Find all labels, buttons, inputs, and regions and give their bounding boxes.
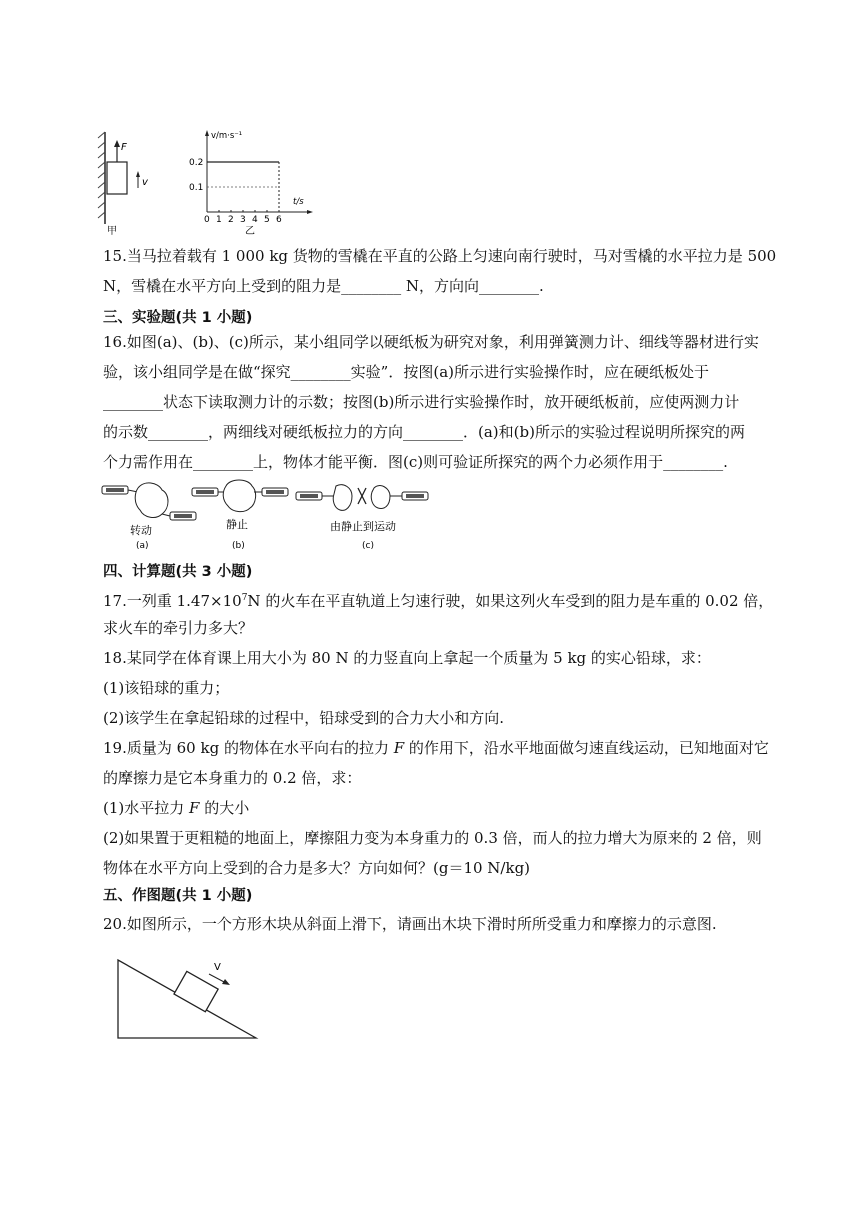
q20-line-1: 20.如图所示，一个方形木块从斜面上滑下，请画出木块下滑时所所受重力和摩擦力的示意图.	[103, 915, 717, 933]
q18-line-3: (2)该学生在拿起铅球的过程中，铅球受到的合力大小和方向.	[103, 709, 505, 727]
figure-jia	[98, 132, 149, 237]
q19-line-4: (2)如果置于更粗糙的地面上，摩擦阻力变为本身重力的 0.3 倍，而人的拉力增大为原来的 2 倍，则	[103, 829, 762, 847]
velocity-label: V	[214, 962, 221, 973]
q17-line-1: 17.一列重 $1.47\times 10^7N$ 的火车在平直轨道上匀速行驶，如果这列火车受到的阻力是车重的 0.02 倍，	[103, 592, 774, 610]
x-tick-label: 4	[252, 215, 258, 225]
q18-line-1: 18.某同学在体育课上用大小为 80 N 的力竖直向上拿起一个质量为 5 kg 的实心铅球，求：	[103, 649, 711, 667]
y-tick-label: 0.2	[189, 158, 204, 168]
q19-line-2: 的摩擦力是它本身重力的 0.2 倍，求：	[103, 769, 362, 787]
block	[107, 162, 127, 194]
q15-line-1: 15.当马拉着载有 1 000 kg 货物的雪橇在平直的公路上匀速向南行驶时，马对雪橇的水平拉力是 500	[103, 247, 777, 265]
x-axis-label: t/s	[293, 197, 304, 207]
caption-yi: 乙	[245, 226, 255, 237]
section-3-heading: 三、实验题(共 1 小题)	[103, 310, 253, 326]
label-b: 静止	[226, 518, 248, 531]
tick-labels	[189, 158, 282, 225]
figure-q16	[100, 478, 440, 556]
caption-jia: 甲	[107, 226, 117, 237]
section-5-heading: 五、作图题(共 1 小题)	[103, 888, 253, 904]
q16-line-4: 的示数________，两细线对硬纸板拉力的方向________．(a)和(b)所示的实验过程说明所探究的两	[103, 423, 745, 441]
caption-c: (c)	[362, 541, 374, 551]
x-tick-label: 0	[204, 215, 210, 225]
caption-a: (a)	[136, 541, 149, 551]
figure-q20	[112, 952, 262, 1042]
q19-line-1: 19.质量为 60 kg 的物体在水平向右的拉力 F 的作用下，沿水平地面做匀速直线运动，已知地面对它	[103, 739, 769, 757]
q19-line-3: (1)水平拉力 F 的大小	[103, 799, 250, 817]
q17-line-2: 求火车的牵引力多大？	[103, 619, 254, 637]
label-c: 由静止到运动	[330, 520, 396, 533]
y-tick-label: 0.1	[189, 183, 204, 193]
x-tick-label: 3	[240, 215, 246, 225]
label-a: 转动	[130, 524, 152, 537]
q16-line-1: 16.如图(a)、(b)、(c)所示，某小组同学以硬纸板为研究对象，利用弹簧测力计、细线等器材进行实	[103, 333, 759, 351]
scissors-icon	[358, 488, 366, 504]
x-tick-label: 6	[276, 215, 282, 225]
force-arrow	[114, 140, 120, 147]
q16-line-3: ________状态下读取测力计的示数；按图(b)所示进行实验操作时，放开硬纸板前，应使两测力计	[103, 393, 740, 411]
x-tick-label: 2	[228, 215, 234, 225]
experiment-a	[102, 483, 196, 551]
x-tick-label: 5	[264, 215, 270, 225]
q16-line-5: 个力需作用在________上，物体才能平衡．图(c)则可验证所探究的两个力必须作用于________.	[103, 453, 728, 471]
caption-b: (b)	[232, 541, 245, 551]
velocity-arrow	[136, 171, 140, 177]
q15-line-2: N，雪橇在水平方向上受到的阻力是________ N，方向向________.	[103, 277, 544, 295]
x-tick-label: 1	[216, 215, 222, 225]
chart-yi	[189, 130, 313, 237]
q16-line-2: 验，该小组同学是在做“探究________实验”．按图(a)所示进行实验操作时，应在硬纸板处于	[103, 363, 709, 381]
section-4-heading: 四、计算题(共 3 小题)	[103, 564, 253, 580]
figure-q14	[95, 128, 325, 238]
experiment-c	[296, 485, 428, 551]
experiment-b	[192, 480, 288, 551]
q18-line-2: (1)该铅球的重力；	[103, 679, 230, 697]
velocity-label: v	[142, 177, 148, 188]
force-label: F	[121, 142, 127, 153]
q19-line-5: 物体在水平方向上受到的合力是多大？方向如何？(g＝10 N/kg)	[103, 859, 531, 877]
y-axis-label: v/m·s⁻¹	[211, 131, 243, 141]
